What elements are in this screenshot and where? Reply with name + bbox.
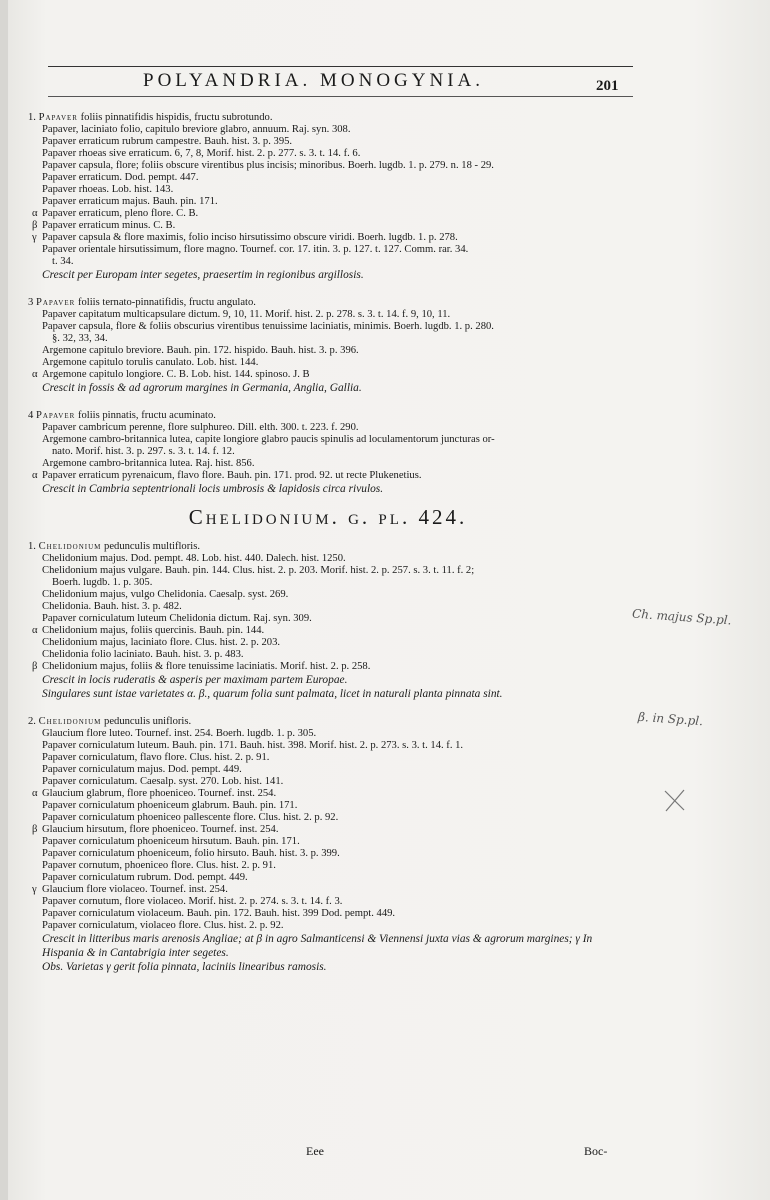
synonym-line — [28, 357, 628, 369]
genus-name: Chelidonium — [38, 716, 102, 727]
main-text — [28, 112, 628, 989]
synonym-line — [28, 764, 628, 776]
species-diagnosis: foliis pinnatifidis hispidis, fructu subrotundo. — [77, 112, 273, 123]
synonym-continuation: nato. Morif. hist. 3. p. 297. s. 3. t. 14. f. 12. — [52, 446, 235, 457]
variety-marker: α — [32, 208, 38, 219]
remark-note: Singulares sunt istae varietates α. β., quarum folia sunt palmata, licet in naturali planta pinnata sint. — [42, 688, 503, 700]
papaver-species-1 — [28, 112, 628, 282]
synonym-text: Chelidonia. Bauh. hist. 3. p. 482. — [42, 601, 182, 612]
variety-marker: α — [32, 470, 38, 481]
synonym-line — [28, 160, 628, 172]
synonym-text: Chelidonium majus, vulgo Chelidonia. Caesalp. syst. 269. — [42, 589, 289, 600]
synonym-text: Glaucium flore violaceo. Tournef. inst. 254. — [42, 884, 228, 895]
cross-mark-icon — [662, 788, 688, 814]
synonym-text: Papaver corniculatum violaceum. Bauh. pin. 172. Bauh. hist. 399 Dod. pempt. 449. — [42, 908, 396, 919]
entry-lines — [28, 541, 628, 673]
synonym-line — [28, 908, 628, 920]
synonym-text: Papaver corniculatum phoeniceum glabrum. Bauh. pin. 171. — [42, 800, 298, 811]
synonym-line — [28, 565, 628, 577]
synonym-text: Papaver corniculatum, flavo flore. Clus. hist. 2. p. 91. — [42, 752, 270, 763]
entry-lines — [28, 716, 628, 932]
synonym-text: Papaver corniculatum phoeniceum hirsutum. Bauh. pin. 171. — [42, 836, 300, 847]
synonym-line — [28, 601, 628, 613]
synonym-line — [28, 884, 628, 896]
synonym-continuation: Boerh. lugdb. 1. p. 305. — [52, 577, 153, 588]
species-number: 2. — [28, 716, 36, 727]
synonym-text: Argemone capitulo torulis canulato. Lob. hist. 144. — [42, 357, 259, 368]
species-heading — [28, 716, 628, 728]
synonym-line — [28, 208, 628, 220]
header-rule-bottom — [48, 96, 633, 97]
synonym-line — [28, 649, 628, 661]
synonym-line — [28, 728, 628, 740]
synonym-text: Papaver cornutum, phoeniceo flore. Clus. hist. 2. p. 91. — [42, 860, 276, 871]
synonym-line — [28, 196, 628, 208]
running-title: POLYANDRIA. MONOGYNIA. — [143, 70, 485, 91]
synonym-text: Papaver erraticum pyrenaicum, flavo flore. Bauh. pin. 171. prod. 92. ut recte Plukenetius. — [42, 470, 422, 481]
synonym-text: Papaver cambricum perenne, flore sulphureo. Dill. elth. 300. t. 223. f. 290. — [42, 422, 359, 433]
handwritten-note: Ch. majus Sp.pl. — [631, 606, 732, 628]
synonym-line — [28, 896, 628, 908]
synonym-line — [28, 422, 628, 434]
synonym-continuation: t. 34. — [52, 256, 74, 267]
variety-marker: β — [32, 824, 38, 835]
species-diagnosis: pedunculis multifloris. — [101, 541, 200, 552]
synonym-line — [28, 740, 628, 752]
entry-lines — [28, 297, 628, 381]
synonym-text: Argemone capitulo longiore. C. B. Lob. hist. 144. spinoso. J. B — [42, 369, 310, 380]
header-rule — [48, 66, 633, 67]
synonym-text: Chelidonium majus, laciniato flore. Clus. hist. 2. p. 203. — [42, 637, 281, 648]
synonym-text: Papaver capitatum multicapsulare dictum. 9, 10, 11. Morif. hist. 2. p. 278. s. 3. t. 14. f. 9, 10, 11. — [42, 309, 451, 320]
synonym-line — [28, 321, 628, 333]
species-number: 3 — [28, 297, 34, 308]
synonym-text: Papaver corniculatum phoeniceum, folio hirsuto. Bauh. hist. 3. p. 399. — [42, 848, 340, 859]
synonym-text: Papaver corniculatum rubrum. Dod. pempt. 449. — [42, 872, 248, 883]
species-diagnosis: foliis pinnatis, fructu acuminato. — [75, 410, 216, 421]
genus-name: Chelidonium — [38, 541, 102, 552]
synonym-text: Papaver, laciniato folio, capitulo breviore glabro, annuum. Raj. syn. 308. — [42, 124, 351, 135]
habitat-note: Crescit in Cambria septentrionali locis umbrosis & lapidosis circa rivulos. — [42, 483, 384, 495]
synonym-text: Chelidonium majus, foliis & flore tenuissime laciniatis. Morif. hist. 2. p. 258. — [42, 661, 371, 672]
synonym-line — [28, 232, 628, 244]
genus-name: Papaver — [35, 297, 76, 308]
margin-annotations — [630, 600, 770, 860]
variety-marker: α — [32, 788, 38, 799]
synonym-text: Papaver erraticum minus. C. B. — [42, 220, 176, 231]
page-gutter — [0, 0, 8, 1200]
species-diagnosis: pedunculis unifloris. — [101, 716, 192, 727]
synonym-text: Papaver erraticum majus. Bauh. pin. 171. — [42, 196, 218, 207]
synonym-text: Glaucium glabrum, flore phoeniceo. Tournef. inst. 254. — [42, 788, 277, 799]
synonym-text: Glaucium flore luteo. Tournef. inst. 254. Boerh. lugdb. 1. p. 305. — [42, 728, 317, 739]
papaver-species-4 — [28, 410, 628, 496]
synonym-text: Papaver corniculatum phoeniceo pallescente flore. Clus. hist. 2. p. 92. — [42, 812, 339, 823]
synonym-line — [28, 800, 628, 812]
synonym-line — [28, 920, 628, 932]
synonym-text: Papaver capsula, flore; foliis obscure virentibus plus incisis; minoribus. Boerh. lugdb. 1. p. 279. n. 18 - 29. — [42, 160, 494, 171]
synonym-text: Chelidonium majus. Dod. pempt. 48. Lob. hist. 440. Dalech. hist. 1250. — [42, 553, 346, 564]
chelidonium-species-2 — [28, 716, 628, 974]
synonym-text: Argemone capitulo breviore. Bauh. pin. 172. hispido. Bauh. hist. 3. p. 396. — [42, 345, 359, 356]
species-number: 4 — [28, 410, 34, 421]
synonym-text: Papaver corniculatum, violaceo flore. Clus. hist. 2. p. 92. — [42, 920, 284, 931]
synonym-line — [28, 752, 628, 764]
habitat-note: Crescit in fossis & ad agrorum margines in Germania, Anglia, Gallia. — [42, 382, 362, 394]
species-heading — [28, 541, 628, 553]
synonym-line — [28, 776, 628, 788]
synonym-continuation: §. 32, 33, 34. — [52, 333, 108, 344]
synonym-text: Papaver corniculatum. Caesalp. syst. 270. Lob. hist. 141. — [42, 776, 284, 787]
variety-marker: γ — [32, 884, 37, 895]
synonym-text: Papaver corniculatum luteum. Bauh. pin. 171. Bauh. hist. 398. Morif. hist. 2. p. 273. s. 3. t. 14. f. 1. — [42, 740, 464, 751]
synonym-line — [28, 848, 628, 860]
synonym-line — [28, 553, 628, 565]
synonym-line — [28, 860, 628, 872]
habitat-note: Crescit per Europam inter segetes, praesertim in regionibus argillosis. — [42, 269, 364, 281]
species-heading — [28, 112, 628, 124]
synonym-line — [28, 458, 628, 470]
species-diagnosis: foliis ternato-pinnatifidis, fructu angulato. — [75, 297, 256, 308]
synonym-line — [28, 124, 628, 136]
variety-marker: β — [32, 661, 38, 672]
synonym-line — [28, 872, 628, 884]
synonym-text: Chelidonium majus vulgare. Bauh. pin. 144. Clus. hist. 2. p. 203. Morif. hist. 2. p. 257. s. 3. t. 11. f. 2; — [42, 565, 475, 576]
synonym-line — [28, 661, 628, 673]
synonym-text: Papaver erraticum, pleno flore. C. B. — [42, 208, 199, 219]
synonym-text: Papaver capsula & flore maximis, folio inciso hirsutissimo obscure viridi. Boerh. lugdb. 1. p. 278. — [42, 232, 458, 243]
synonym-line — [28, 172, 628, 184]
synonym-text: Argemone cambro-britannica lutea, capite longiore glabro paucis spinulis ad loculamentorum juncturas or- — [42, 434, 495, 445]
genus-name: Papaver — [38, 112, 78, 123]
species-number: 1. — [28, 541, 36, 552]
synonym-line — [28, 184, 628, 196]
synonym-line — [28, 824, 628, 836]
synonym-text: Papaver orientale hirsutissimum, flore magno. Tournef. cor. 17. itin. 3. p. 127. t. 127. Comm. rar. 34. — [42, 244, 469, 255]
synonym-text: Papaver rhoeas sive erraticum. 6, 7, 8, Morif. hist. 2. p. 277. s. 3. t. 14. f. 6. — [42, 148, 361, 159]
catchword: Boc- — [584, 1144, 608, 1158]
synonym-line — [28, 434, 628, 446]
synonym-line — [28, 625, 628, 637]
species-heading — [28, 410, 628, 422]
synonym-line — [28, 613, 628, 625]
entry-lines — [28, 112, 628, 268]
habitat-note: Crescit in litteribus maris arenosis Angliae; at β in agro Salmanticensi & Viennensi juxta vias & agrorum margines; γ In Hispania & in Cantabrigia inter segetes. — [42, 933, 593, 959]
synonym-line — [28, 812, 628, 824]
variety-marker: α — [32, 369, 38, 380]
handwritten-note: β. in Sp.pl. — [637, 709, 704, 729]
papaver-species-3 — [28, 297, 628, 395]
synonym-text: Papaver corniculatum majus. Dod. pempt. 449. — [42, 764, 242, 775]
habitat-note: Crescit in locis ruderatis & asperis per maximam partem Europae. — [42, 674, 348, 686]
synonym-line — [28, 220, 628, 232]
synonym-text: Papaver corniculatum luteum Chelidonia dictum. Raj. syn. 309. — [42, 613, 312, 624]
synonym-line — [28, 148, 628, 160]
synonym-line — [28, 309, 628, 321]
variety-marker: α — [32, 625, 38, 636]
signature-mark: Eee — [306, 1144, 324, 1158]
synonym-text: Chelidonium majus, foliis quercinis. Bauh. pin. 144. — [42, 625, 265, 636]
synonym-text: Papaver erraticum. Dod. pempt. 447. — [42, 172, 199, 183]
synonym-line — [28, 788, 628, 800]
synonym-text: Glaucium hirsutum, flore phoeniceo. Tournef. inst. 254. — [42, 824, 279, 835]
page-number: 201 — [596, 78, 619, 94]
synonym-text: Chelidonia folio laciniato. Bauh. hist. 3. p. 483. — [42, 649, 244, 660]
genus-heading: Chelidonium. g. pl. 424. — [188, 505, 468, 529]
synonym-text: Papaver erraticum rubrum campestre. Bauh. hist. 3. p. 395. — [42, 136, 293, 147]
synonym-line — [28, 136, 628, 148]
synonym-line — [28, 637, 628, 649]
species-number: 1. — [28, 112, 36, 123]
synonym-text: Argemone cambro-britannica lutea. Raj. hist. 856. — [42, 458, 255, 469]
synonym-text: Papaver rhoeas. Lob. hist. 143. — [42, 184, 174, 195]
species-heading — [28, 297, 628, 309]
synonym-line — [28, 345, 628, 357]
variety-marker: β — [32, 220, 38, 231]
chelidonium-species-1 — [28, 541, 628, 701]
observation-note: Obs. Varietas γ gerit folia pinnata, laciniis linearibus ramosis. — [42, 961, 327, 973]
synonym-text: Papaver cornutum, flore violaceo. Morif. hist. 2. p. 274. s. 3. t. 14. f. 3. — [42, 896, 343, 907]
page-footer — [0, 1138, 770, 1168]
entry-lines — [28, 410, 628, 482]
synonym-text: Papaver capsula, flore & foliis obscurius virentibus tenuissime laciniatis, minimis. Boerh. lugdb. 1. p. 280. — [42, 321, 494, 332]
synonym-line — [28, 369, 628, 381]
synonym-line — [28, 470, 628, 482]
synonym-line — [28, 836, 628, 848]
variety-marker: γ — [32, 232, 37, 243]
synonym-line — [28, 589, 628, 601]
genus-name: Papaver — [35, 410, 76, 421]
synonym-line — [28, 244, 628, 256]
